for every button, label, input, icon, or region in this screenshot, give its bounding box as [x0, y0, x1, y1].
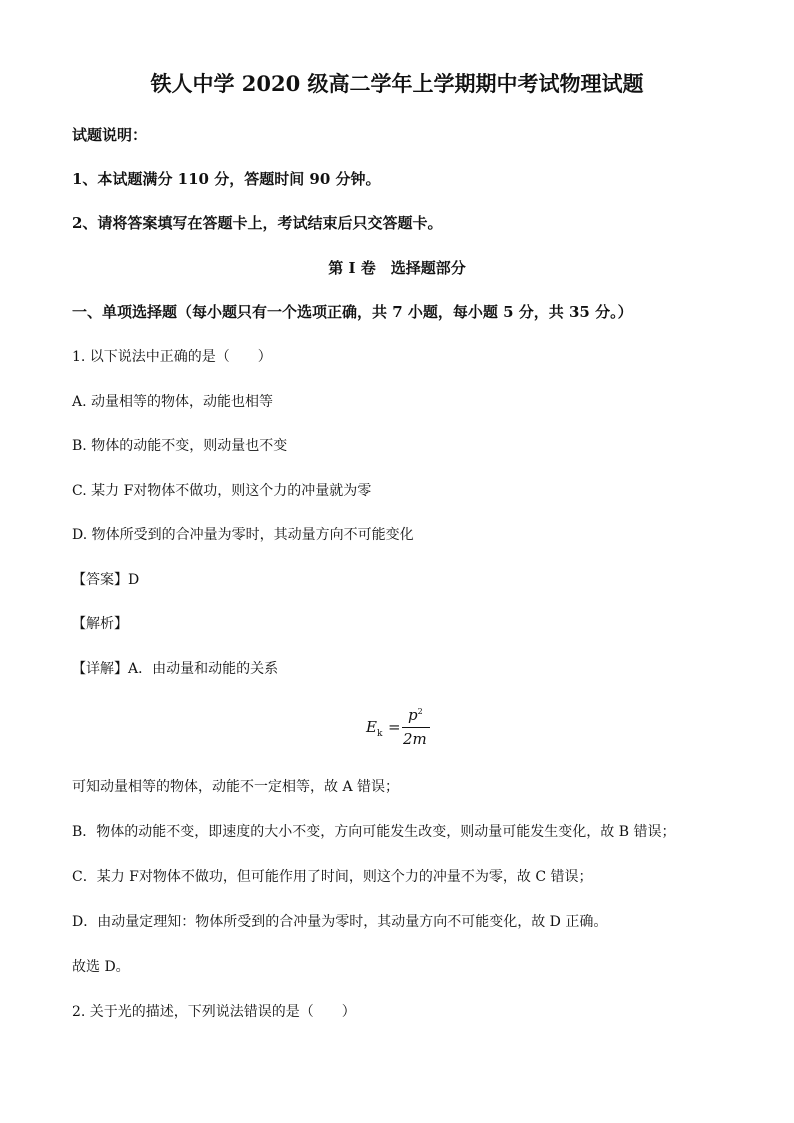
- formula-lhs: $E_k$: [366, 718, 383, 739]
- question-stem: 2. 关于光的描述，下列说法错误的是（ ）: [72, 1004, 356, 1020]
- question-stem: 1. 以下说法中正确的是（ ）: [72, 349, 272, 365]
- explanation-line: 故选 D。: [72, 959, 130, 975]
- part-title: 一、单项选择题（每小题只有一个选项正确，共 7 小题，每小题 5 分，共 35 分。）: [72, 303, 633, 321]
- option-a: A. 动量相等的物体，动能也相等: [72, 394, 274, 410]
- option-d: D. 物体所受到的合冲量为零时，其动量方向不可能变化: [72, 527, 414, 543]
- answer-label: 【答案】D: [72, 572, 140, 588]
- kinetic-energy-formula: [366, 706, 446, 750]
- explanation-line: B．物体的动能不变，即速度的大小不变，方向可能发生改变，则动量可能发生变化，故 B 错误；: [72, 824, 676, 840]
- instruction-item: 2、请将答案填写在答题卡上，考试结束后只交答题卡。: [72, 214, 443, 232]
- explanation-line: C．某力 F对物体不做功，但可能作用了时间，则这个力的冲量不为零，故 C 错误；: [72, 869, 593, 885]
- explanation-line: D．由动量定理知：物体所受到的合冲量为零时，其动量方向不可能变化，故 D 正确。: [72, 914, 608, 930]
- option-c: C. 某力 F对物体不做功，则这个力的冲量就为零: [72, 483, 372, 499]
- instruction-item: 1、本试题满分 110 分，答题时间 90 分钟。: [72, 170, 381, 188]
- analysis-label: 【解析】: [72, 616, 128, 632]
- option-b: B. 物体的动能不变，则动量也不变: [72, 438, 288, 454]
- formula-numerator: $p^2$: [408, 706, 423, 724]
- formula-denominator: 2m: [403, 730, 427, 748]
- formula-equals: =: [388, 718, 401, 736]
- detail-intro: 【详解】A．由动量和动能的关系: [72, 661, 279, 677]
- fraction-bar: [402, 727, 430, 728]
- explanation-line: 可知动量相等的物体，动能不一定相等，故 A 错误；: [72, 779, 400, 795]
- section-title: 第 I 卷 选择题部分: [328, 259, 466, 277]
- instructions-heading: 试题说明：: [72, 126, 148, 144]
- page-title: 铁人中学 2020 级高二学年上学期期中考试物理试题: [150, 71, 644, 96]
